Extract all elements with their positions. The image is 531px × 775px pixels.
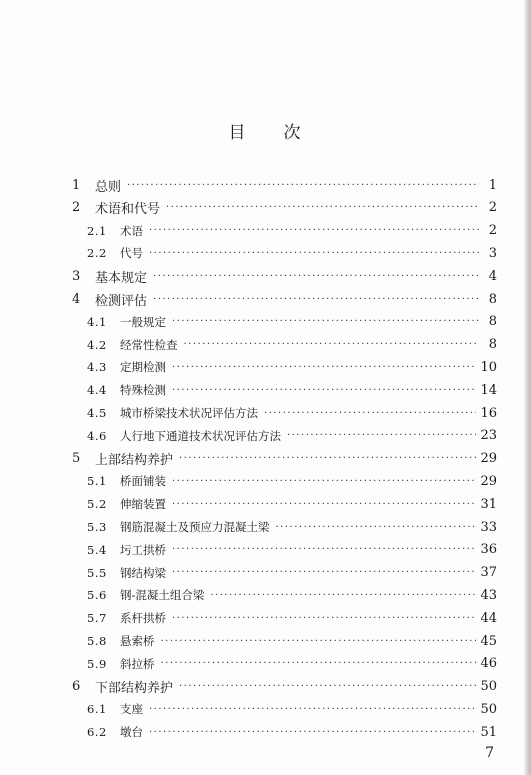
toc-entry-page: 33	[480, 519, 497, 535]
toc-entry[interactable]	[72, 265, 497, 287]
toc-entry-page: 8	[488, 291, 497, 307]
toc-entry[interactable]	[87, 493, 497, 515]
toc-entry-label: 斜拉桥	[120, 656, 155, 671]
toc-entry[interactable]	[87, 607, 497, 629]
toc-entry-page: 36	[480, 542, 497, 558]
page-edge-shadow	[523, 0, 531, 775]
toc-entry-number: 5.2	[87, 497, 107, 512]
toc-title	[0, 118, 531, 143]
toc-entry-label: 术语	[120, 223, 143, 238]
toc-entry-label: 钢结构梁	[120, 565, 166, 580]
toc-title-char-2: 次	[283, 123, 303, 143]
toc-entry-number: 2.1	[87, 223, 107, 238]
page-number: 7	[485, 745, 494, 761]
toc-entry-label: 城市桥梁技术状况评估方法	[120, 406, 258, 420]
toc-entry-label: 悬索桥	[120, 634, 155, 648]
toc-entry[interactable]	[72, 448, 497, 470]
toc-entry-number: 2	[72, 200, 81, 216]
toc-entry-page: 2	[488, 223, 497, 239]
toc-entry[interactable]	[87, 721, 497, 743]
toc-entry-label: 经常性检查	[120, 337, 178, 352]
toc-entry-number: 5.7	[87, 611, 107, 626]
toc-leader-dots	[172, 316, 479, 327]
toc-entry-page: 37	[480, 565, 497, 581]
toc-leader-dots	[166, 202, 479, 213]
toc-leader-dots	[153, 294, 479, 305]
toc-entry[interactable]	[87, 220, 497, 242]
toc-entry-label: 圬工拱桥	[120, 542, 166, 557]
toc-leader-dots	[172, 385, 476, 396]
toc-entry[interactable]	[87, 698, 497, 720]
toc-leader-dots	[161, 636, 477, 647]
toc-leader-dots	[172, 613, 476, 624]
toc-leader-dots	[172, 476, 476, 487]
toc-entry-number: 4.4	[87, 383, 107, 398]
toc-entry-label: 一般规定	[120, 314, 166, 329]
toc-entry-number: 1	[72, 177, 81, 193]
toc-entry-page: 3	[488, 245, 497, 261]
toc-entry[interactable]	[87, 516, 497, 538]
toc-entry-number: 5.6	[87, 588, 107, 603]
toc-leader-dots	[264, 408, 476, 419]
toc-entry-page: 2	[488, 200, 497, 216]
toc-entry-label: 钢-混凝土组合梁	[120, 588, 205, 603]
toc-entry-label: 支座	[120, 702, 143, 717]
toc-entry-label: 系杆拱桥	[120, 611, 166, 626]
toc-entry-label: 下部结构养护	[95, 681, 174, 697]
toc-entry[interactable]	[72, 174, 497, 196]
toc-entry-page: 10	[480, 359, 497, 375]
toc-entry[interactable]	[87, 653, 497, 675]
toc-entry[interactable]	[87, 402, 497, 424]
toc-entry-label: 代号	[120, 246, 143, 261]
toc-entry-number: 4.6	[87, 428, 107, 443]
toc-entry[interactable]	[87, 630, 497, 652]
toc-entry-label: 桥面铺装	[120, 474, 166, 489]
toc-entry-label: 检测评估	[95, 293, 148, 309]
toc-title-char-1: 目	[228, 123, 248, 143]
toc-entry-number: 6.2	[87, 725, 107, 740]
toc-entry-number: 4.5	[87, 406, 107, 420]
toc-entry[interactable]	[87, 379, 497, 401]
toc-entry-label: 上部结构养护	[95, 453, 174, 469]
toc-entry-number: 4.3	[87, 360, 107, 375]
toc-entry-label: 基本规定	[95, 270, 148, 286]
toc-entry-page: 4	[488, 268, 497, 284]
toc-entry-page: 51	[480, 724, 497, 740]
toc-entry-page: 8	[488, 314, 497, 330]
toc-leader-dots	[172, 499, 476, 510]
toc-entry[interactable]	[72, 197, 497, 219]
toc-leader-dots	[179, 453, 476, 464]
toc-entry-number: 2.2	[87, 246, 107, 261]
toc-entry-page: 8	[488, 337, 497, 353]
toc-entry[interactable]	[87, 425, 497, 447]
toc-leader-dots	[149, 225, 479, 236]
toc-leader-dots	[210, 590, 476, 601]
toc-entry-label: 墩台	[120, 725, 143, 740]
toc-leader-dots	[149, 248, 479, 259]
toc-entry-label: 术语和代号	[95, 202, 161, 218]
toc-entry-page: 29	[480, 451, 497, 467]
toc-entry-page: 46	[480, 656, 497, 672]
toc-entry-page: 1	[488, 177, 497, 193]
toc-entry-number: 5.1	[87, 474, 107, 489]
toc-entry[interactable]	[87, 311, 497, 333]
toc-entry[interactable]	[87, 470, 497, 492]
toc-leader-dots	[161, 658, 477, 669]
toc-entry[interactable]	[87, 356, 497, 378]
toc-entry-page: 31	[480, 496, 497, 512]
toc-entry-page: 44	[480, 610, 497, 626]
toc-entry-page: 29	[480, 473, 497, 489]
toc-entry-label: 总则	[95, 179, 122, 195]
toc-leader-dots	[287, 430, 476, 441]
toc-entry-number: 5.5	[87, 565, 107, 580]
toc-entry-label: 钢筋混凝土及预应力混凝土梁	[120, 520, 270, 534]
toc-entry[interactable]	[87, 539, 497, 561]
toc-entry-number: 4.1	[87, 314, 107, 329]
toc-entry-label: 伸缩装置	[120, 497, 166, 512]
toc-entry-page: 43	[480, 587, 497, 603]
toc-entry-number: 4	[72, 291, 81, 307]
toc-entry-number: 5	[72, 451, 81, 467]
toc-leader-dots	[127, 180, 479, 191]
toc-leader-dots	[276, 522, 477, 533]
toc-entry-page: 45	[480, 633, 497, 649]
toc-entry[interactable]	[87, 334, 497, 356]
toc-entry[interactable]	[72, 288, 497, 310]
toc-entry-number: 6	[72, 679, 81, 695]
toc-entry-number: 5.8	[87, 634, 107, 648]
toc-entry[interactable]	[87, 562, 497, 584]
toc-leader-dots	[149, 727, 476, 738]
toc-entry-page: 16	[480, 405, 497, 421]
toc-entry-number: 5.9	[87, 656, 107, 671]
toc-entry-label: 特殊检测	[120, 383, 166, 398]
toc-entry-number: 5.3	[87, 520, 107, 534]
toc-entry-page: 23	[480, 428, 497, 444]
toc-leader-dots	[149, 704, 476, 715]
toc-entry-page: 50	[480, 701, 497, 717]
toc-entry-label: 定期检测	[120, 360, 166, 375]
toc-entry-page: 14	[480, 382, 497, 398]
toc-entry[interactable]	[87, 242, 497, 264]
toc-leader-dots	[153, 271, 479, 282]
toc-leader-dots	[172, 544, 476, 555]
toc-leader-dots	[184, 339, 480, 350]
toc-leader-dots	[179, 681, 476, 692]
toc-entry-number: 3	[72, 268, 81, 284]
toc-leader-dots	[172, 362, 476, 373]
toc-entry-label: 人行地下通道技术状况评估方法	[120, 428, 281, 443]
toc-entry-number: 5.4	[87, 542, 107, 557]
toc-entry[interactable]	[72, 676, 497, 698]
toc-leader-dots	[172, 567, 476, 578]
toc-entry-page: 50	[480, 679, 497, 695]
toc-entry-number: 4.2	[87, 337, 107, 352]
toc-entry[interactable]	[87, 584, 497, 606]
toc-entry-number: 6.1	[87, 702, 107, 717]
